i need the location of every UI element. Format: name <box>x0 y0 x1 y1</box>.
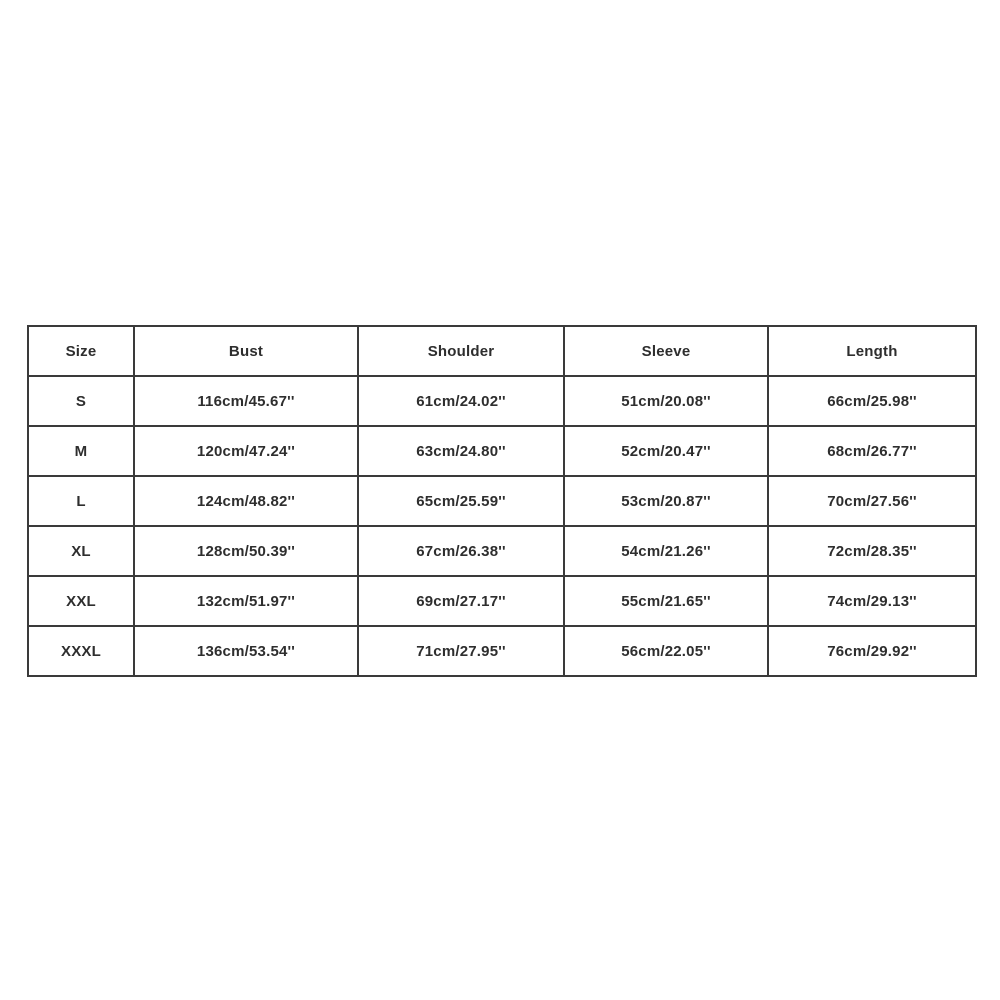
header-cell-length: Length <box>768 326 976 376</box>
header-cell-size: Size <box>28 326 134 376</box>
size-chart-body <box>28 376 976 676</box>
measurement-cell: 132cm/51.97'' <box>134 576 358 626</box>
header-cell-bust: Bust <box>134 326 358 376</box>
measurement-cell: 61cm/24.02'' <box>358 376 564 426</box>
header-row <box>28 326 976 376</box>
measurement-cell: 128cm/50.39'' <box>134 526 358 576</box>
size-chart <box>27 325 975 677</box>
measurement-cell: 70cm/27.56'' <box>768 476 976 526</box>
measurement-cell: 116cm/45.67'' <box>134 376 358 426</box>
header-cell-shoulder: Shoulder <box>358 326 564 376</box>
measurement-cell: 72cm/28.35'' <box>768 526 976 576</box>
size-chart-table <box>27 325 977 677</box>
table-row <box>28 576 976 626</box>
size-chart-header <box>28 326 976 376</box>
size-cell: M <box>28 426 134 476</box>
header-cell-sleeve: Sleeve <box>564 326 768 376</box>
size-cell: XXXL <box>28 626 134 676</box>
measurement-cell: 120cm/47.24'' <box>134 426 358 476</box>
size-cell: XXL <box>28 576 134 626</box>
measurement-cell: 54cm/21.26'' <box>564 526 768 576</box>
measurement-cell: 66cm/25.98'' <box>768 376 976 426</box>
measurement-cell: 74cm/29.13'' <box>768 576 976 626</box>
measurement-cell: 124cm/48.82'' <box>134 476 358 526</box>
size-cell: S <box>28 376 134 426</box>
measurement-cell: 63cm/24.80'' <box>358 426 564 476</box>
table-row <box>28 626 976 676</box>
measurement-cell: 136cm/53.54'' <box>134 626 358 676</box>
measurement-cell: 71cm/27.95'' <box>358 626 564 676</box>
measurement-cell: 55cm/21.65'' <box>564 576 768 626</box>
table-row <box>28 376 976 426</box>
table-row <box>28 426 976 476</box>
measurement-cell: 68cm/26.77'' <box>768 426 976 476</box>
measurement-cell: 65cm/25.59'' <box>358 476 564 526</box>
table-row <box>28 526 976 576</box>
measurement-cell: 53cm/20.87'' <box>564 476 768 526</box>
measurement-cell: 51cm/20.08'' <box>564 376 768 426</box>
table-row <box>28 476 976 526</box>
measurement-cell: 67cm/26.38'' <box>358 526 564 576</box>
measurement-cell: 52cm/20.47'' <box>564 426 768 476</box>
measurement-cell: 69cm/27.17'' <box>358 576 564 626</box>
size-cell: XL <box>28 526 134 576</box>
measurement-cell: 76cm/29.92'' <box>768 626 976 676</box>
size-cell: L <box>28 476 134 526</box>
measurement-cell: 56cm/22.05'' <box>564 626 768 676</box>
